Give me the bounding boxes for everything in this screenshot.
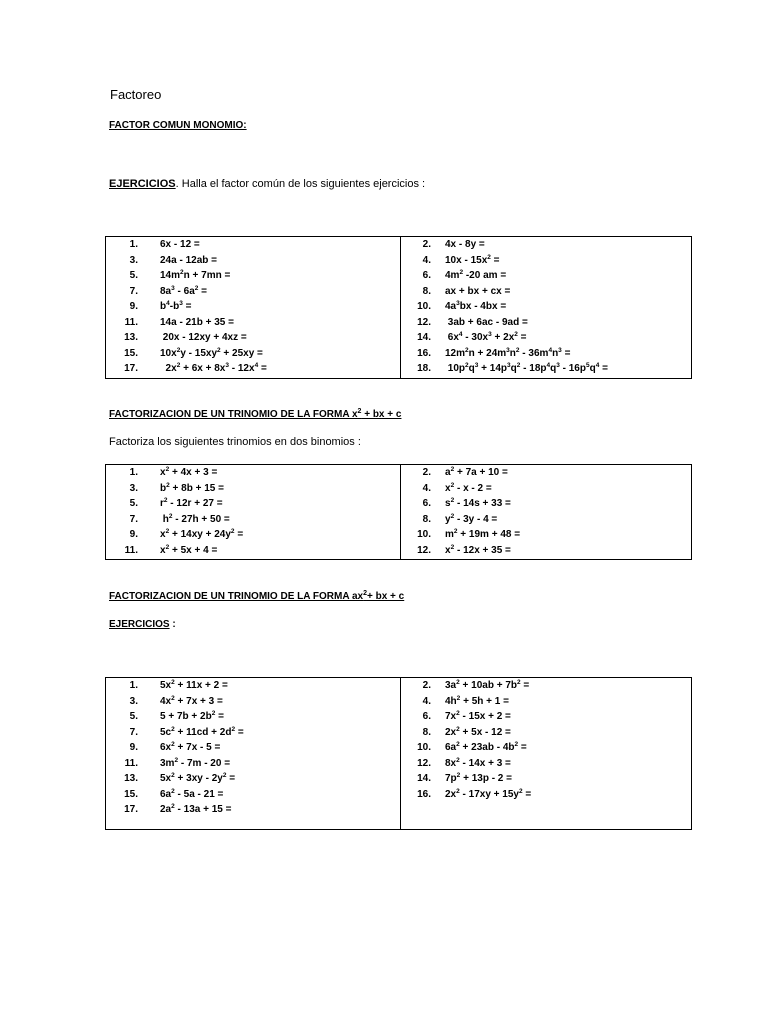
exercise-item [401, 496, 691, 512]
exercise-number: 6. [422, 498, 431, 509]
exercise-item [106, 527, 400, 543]
exercise-expression: 20x - 12xy + 4xz = [160, 332, 247, 343]
exercise-expression: $x^2 - 12x + 35$ = [445, 543, 511, 556]
ejercicios-label: EJERCICIOS [109, 178, 176, 190]
exercise-item [401, 694, 691, 710]
exercise-expression: 24a - 12ab = [160, 254, 217, 266]
exercise-item [106, 496, 400, 512]
exercise-expression: $10x^2y - 15xy^2 + 25xy$ = [160, 346, 263, 359]
exercise-number: 4. [422, 482, 431, 494]
exercise-expression: $5 + 7b + 2b^2$ = [160, 710, 224, 722]
exercise-item [401, 756, 691, 772]
exercise-item [401, 512, 691, 528]
exercise-expression: $x^2 + 5x + 4$ = [160, 543, 218, 556]
exercise-item [106, 330, 400, 346]
exercise-item [106, 694, 400, 710]
exercise-expression: $4m^2$ -20 am = [445, 269, 507, 281]
exercise-expression: $5x^2 + 3xy - 2y^2$ = [160, 772, 236, 784]
exercise-number: 9. [129, 742, 138, 753]
exercise-number: 2. [422, 239, 431, 250]
exercise-item [401, 237, 691, 253]
exercise-number: 1. [129, 467, 138, 478]
exercise-number: 13. [124, 332, 138, 343]
exercise-item [106, 787, 400, 803]
exercise-expression: 4x - 8y = [445, 239, 485, 250]
exercise-expression: $3a^2 + 10ab + 7b^2$ = [445, 679, 530, 691]
exercise-item [106, 361, 400, 377]
exercise-item [401, 268, 691, 284]
exercise-number: 16. [417, 788, 431, 800]
exercise-expression: $10p^2q^3 + 14p^3q^2 - 18p^4q^3 - 16p^5q^4$ = [445, 362, 608, 374]
exercise-expression: $b^2 + 8b + 15$ = [160, 481, 224, 494]
exercise-number: 9. [129, 301, 138, 312]
exercise-column-right [401, 678, 692, 830]
exercise-item [106, 465, 400, 481]
exercise-expression: $5c^2 + 11cd + 2d^2$ = [160, 725, 244, 738]
exercise-number: 8. [422, 726, 431, 738]
exercise-number: 8. [422, 285, 431, 297]
exercise-number: 11. [124, 544, 138, 556]
exercise-item [106, 512, 400, 528]
exercise-number: 10. [417, 301, 431, 312]
exercise-number: 3. [129, 482, 138, 494]
exercise-number: 2. [422, 680, 431, 691]
exercise-item [401, 253, 691, 269]
exercise-number: 12. [417, 544, 431, 556]
exercise-expression: $8a^3 - 6a^2$ = [160, 284, 208, 297]
exercise-item [106, 481, 400, 497]
exercise-item [401, 709, 691, 725]
exercise-number: 7. [129, 285, 138, 297]
exercise-item [401, 315, 691, 331]
exercise-expression: $x^2 + 4x + 3$ = [160, 466, 218, 478]
instruction-text-2: Factoriza los siguientes trinomios en dos binomios : [109, 436, 361, 448]
exercise-expression: ax + bx + cx = [445, 285, 511, 297]
exercise-expression: $10x - 15x^2$ = [445, 253, 500, 266]
page-title: Factoreo [110, 87, 162, 102]
exercise-number: 8. [422, 513, 431, 525]
exercise-item [401, 678, 691, 694]
exercise-expression: $x^2 + 14xy + 24y^2$ = [160, 528, 244, 540]
exercise-expression: $12m^2n + 24m^3n^2 - 36m^4n^3$ = [445, 346, 571, 359]
heading-superscript: 2 [357, 408, 362, 415]
exercise-expression: $x^2$ - x - 2 = [445, 481, 492, 494]
exercise-item [401, 346, 691, 362]
exercise-item [106, 237, 400, 253]
exercise-expression: $4x^2 + 7x + 3$ = [160, 694, 223, 707]
exercise-item [401, 299, 691, 315]
exercise-number: 13. [124, 773, 138, 784]
exercise-column-left [106, 237, 401, 379]
exercise-item [106, 268, 400, 284]
exercise-item [401, 771, 691, 787]
exercise-number: 1. [129, 680, 138, 691]
exercise-item [401, 481, 691, 497]
exercise-item [401, 465, 691, 481]
exercise-item [401, 740, 691, 756]
exercise-column-left [106, 465, 401, 560]
exercise-number: 6. [422, 711, 431, 722]
exercise-expression: $6x^2 + 7x - 5$ = [160, 741, 221, 753]
exercise-expression: $4h^2 + 5h + 1$ = [445, 694, 509, 707]
exercise-item [106, 284, 400, 300]
exercise-item [401, 787, 691, 803]
exercise-expression: $6a^2 + 23ab - 4b^2$ = [445, 741, 527, 753]
exercise-number: 2. [422, 467, 431, 478]
exercise-number: 4. [422, 254, 431, 266]
exercise-expression: $8x^2 - 14x + 3$ = [445, 756, 511, 769]
heading-text: FACTORIZACION DE UN TRINOMIO DE LA FORMA x [109, 409, 358, 420]
heading-text: FACTORIZACION DE UN TRINOMIO DE LA FORMA ax [109, 591, 364, 602]
exercise-number: 12. [417, 316, 431, 328]
exercise-item [401, 330, 691, 346]
exercise-label-3 [109, 619, 176, 630]
exercise-expression: $6a^2 - 5a - 21$ = [160, 787, 224, 800]
exercise-number: 18. [417, 363, 431, 374]
exercise-number: 10. [417, 529, 431, 540]
exercise-number: 11. [124, 316, 138, 328]
exercise-item [106, 756, 400, 772]
exercise-column-right [401, 237, 692, 379]
exercise-expression: $r^2 - 12r + 27$ = [160, 497, 223, 509]
exercise-number: 3. [129, 695, 138, 707]
exercise-table-2 [105, 464, 692, 560]
exercise-number: 5. [129, 270, 138, 281]
exercise-item [106, 725, 400, 741]
exercise-instruction-1 [109, 178, 425, 190]
exercise-number: 15. [124, 788, 138, 800]
exercise-number: 4. [422, 695, 431, 707]
exercise-item [106, 678, 400, 694]
exercise-number: 14. [417, 332, 431, 343]
exercise-number: 12. [417, 757, 431, 769]
exercise-expression: $5x^2 + 11x + 2$ = [160, 679, 228, 691]
exercise-expression: $2x^2 - 17xy + 15y^2$ = [445, 787, 532, 800]
exercise-expression: $b^4-b^3$ = [160, 300, 192, 312]
exercise-number: 16. [417, 347, 431, 359]
ejercicios-label: EJERCICIOS [109, 619, 170, 630]
exercise-item [106, 299, 400, 315]
exercise-number: 5. [129, 711, 138, 722]
exercise-item [106, 740, 400, 756]
exercise-expression: $a^2 + 7a + 10$ = [445, 466, 508, 478]
section-heading-factor-comun: FACTOR COMUN MONOMIO: [109, 120, 247, 131]
exercise-item [106, 346, 400, 362]
heading-superscript: 2 [363, 590, 367, 597]
exercise-number: 1. [129, 239, 138, 250]
exercise-item [401, 361, 691, 377]
instruction-text: . Halla el factor común de los siguientes ejercicios : [175, 178, 426, 190]
exercise-expression: 3ab + 6ac - 9ad = [445, 316, 528, 328]
section-heading-trinomio-ax2 [109, 590, 404, 602]
exercise-item [106, 253, 400, 269]
exercise-number: 3. [129, 254, 138, 266]
exercise-table-1 [105, 236, 692, 379]
exercise-number: 14. [417, 773, 431, 784]
ejercicios-suffix: : [169, 619, 176, 630]
exercise-expression: $h^2 - 27h + 50$ = [160, 512, 230, 525]
heading-text-suffix: + bx + c [361, 409, 402, 420]
exercise-expression: $s^2 - 14s + 33$ = [445, 497, 511, 509]
exercise-number: 15. [124, 347, 138, 359]
exercise-item [106, 709, 400, 725]
exercise-number: 6. [422, 270, 431, 281]
exercise-column-left [106, 678, 401, 830]
exercise-expression: 6x - 12 = [160, 239, 200, 250]
exercise-expression: $7p^2 + 13p - 2$ = [445, 772, 512, 784]
exercise-number: 11. [124, 757, 138, 769]
exercise-expression: $y^2 - 3y - 4$ = [445, 512, 498, 525]
exercise-expression: $6x^4 - 30x^3 + 2x^2$ = [445, 331, 527, 343]
heading-text-suffix: + bx + c [366, 591, 405, 602]
exercise-expression: $2a^2 - 13a + 15$ = [160, 803, 232, 815]
exercise-table-3 [105, 677, 692, 830]
exercise-item [401, 284, 691, 300]
exercise-expression: $14m^2n + 7mn$ = [160, 269, 231, 281]
exercise-expression: 14a - 21b + 35 = [160, 316, 234, 328]
exercise-expression: $2x^2 + 5x - 12$ = [445, 725, 511, 738]
exercise-number: 17. [124, 804, 138, 815]
exercise-number: 7. [129, 726, 138, 738]
exercise-item [106, 771, 400, 787]
exercise-number: 9. [129, 529, 138, 540]
exercise-number: 10. [417, 742, 431, 753]
exercise-item [106, 315, 400, 331]
exercise-number: 17. [124, 363, 138, 374]
exercise-item [401, 725, 691, 741]
exercise-number: 7. [129, 513, 138, 525]
exercise-item [106, 802, 400, 818]
exercise-item [106, 543, 400, 559]
exercise-expression: $m^2 + 19m + 48$ = [445, 528, 521, 540]
exercise-expression: $2x^2 + 6x + 8x^3 - 12x^4$ = [160, 362, 267, 374]
exercise-column-right [401, 465, 692, 560]
section-heading-trinomio-x2 [109, 408, 401, 420]
exercise-expression: $4a^3bx - 4bx$ = [445, 300, 507, 312]
exercise-item [401, 527, 691, 543]
exercise-number: 5. [129, 498, 138, 509]
exercise-expression: $7x^2 - 15x + 2$ = [445, 710, 511, 722]
exercise-item [401, 543, 691, 559]
exercise-expression: $3m^2 - 7m - 20$ = [160, 756, 231, 769]
